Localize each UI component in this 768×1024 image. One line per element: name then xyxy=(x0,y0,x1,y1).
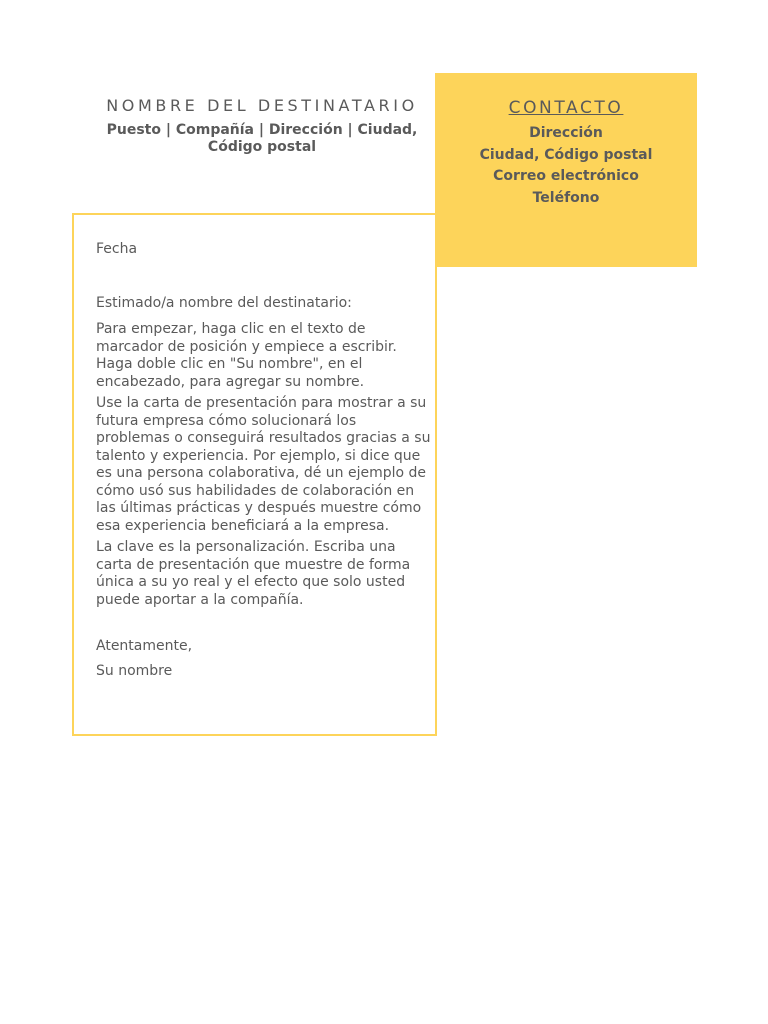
letter-body xyxy=(72,213,437,736)
recipient-name[interactable]: NOMBRE DEL DESTINATARIO xyxy=(106,96,418,115)
letter-signature[interactable]: Su nombre xyxy=(96,663,173,679)
letter-paragraph[interactable]: Use la carta de presentación para mostrar a su futura empresa cómo solucionará los problemas o conseguirá resultados gracias a su talento y experiencia. Por ejemplo, si dice que es una persona colaborativa, dé un ejemplo de cómo usó sus habilidades de colaboración en las últimas prácticas y después muestre cómo esa experiencia beneficiará a la empresa. xyxy=(96,395,431,534)
letter-paragraph[interactable]: Para empezar, haga clic en el texto de marcador de posición y empiece a escribir. Haga doble clic en "Su nombre", en el encabezado, para agregar su nombre. xyxy=(96,321,397,390)
letter-paragraphs xyxy=(96,321,434,613)
contact-phone[interactable]: Teléfono xyxy=(532,189,600,206)
contact-lines xyxy=(435,123,697,209)
recipient-details[interactable]: Puesto | Compañía | Dirección | Ciudad, Código postal xyxy=(106,122,418,155)
letter-date[interactable]: Fecha xyxy=(96,241,138,257)
letter-closing[interactable]: Atentamente, xyxy=(96,638,193,654)
contact-email[interactable]: Correo electrónico xyxy=(493,168,639,184)
letter-salutation[interactable]: Estimado/a nombre del destinatario: xyxy=(96,295,352,311)
contact-title[interactable]: CONTACTO xyxy=(508,98,624,118)
letter-paragraph[interactable]: La clave es la personalización. Escriba una carta de presentación que muestre de forma única a su yo real y el efecto que solo usted puede aportar a la compañía. xyxy=(96,539,411,608)
contact-box xyxy=(435,73,697,267)
contact-address[interactable]: Dirección xyxy=(529,125,603,141)
contact-city[interactable]: Ciudad, Código postal xyxy=(479,146,653,163)
